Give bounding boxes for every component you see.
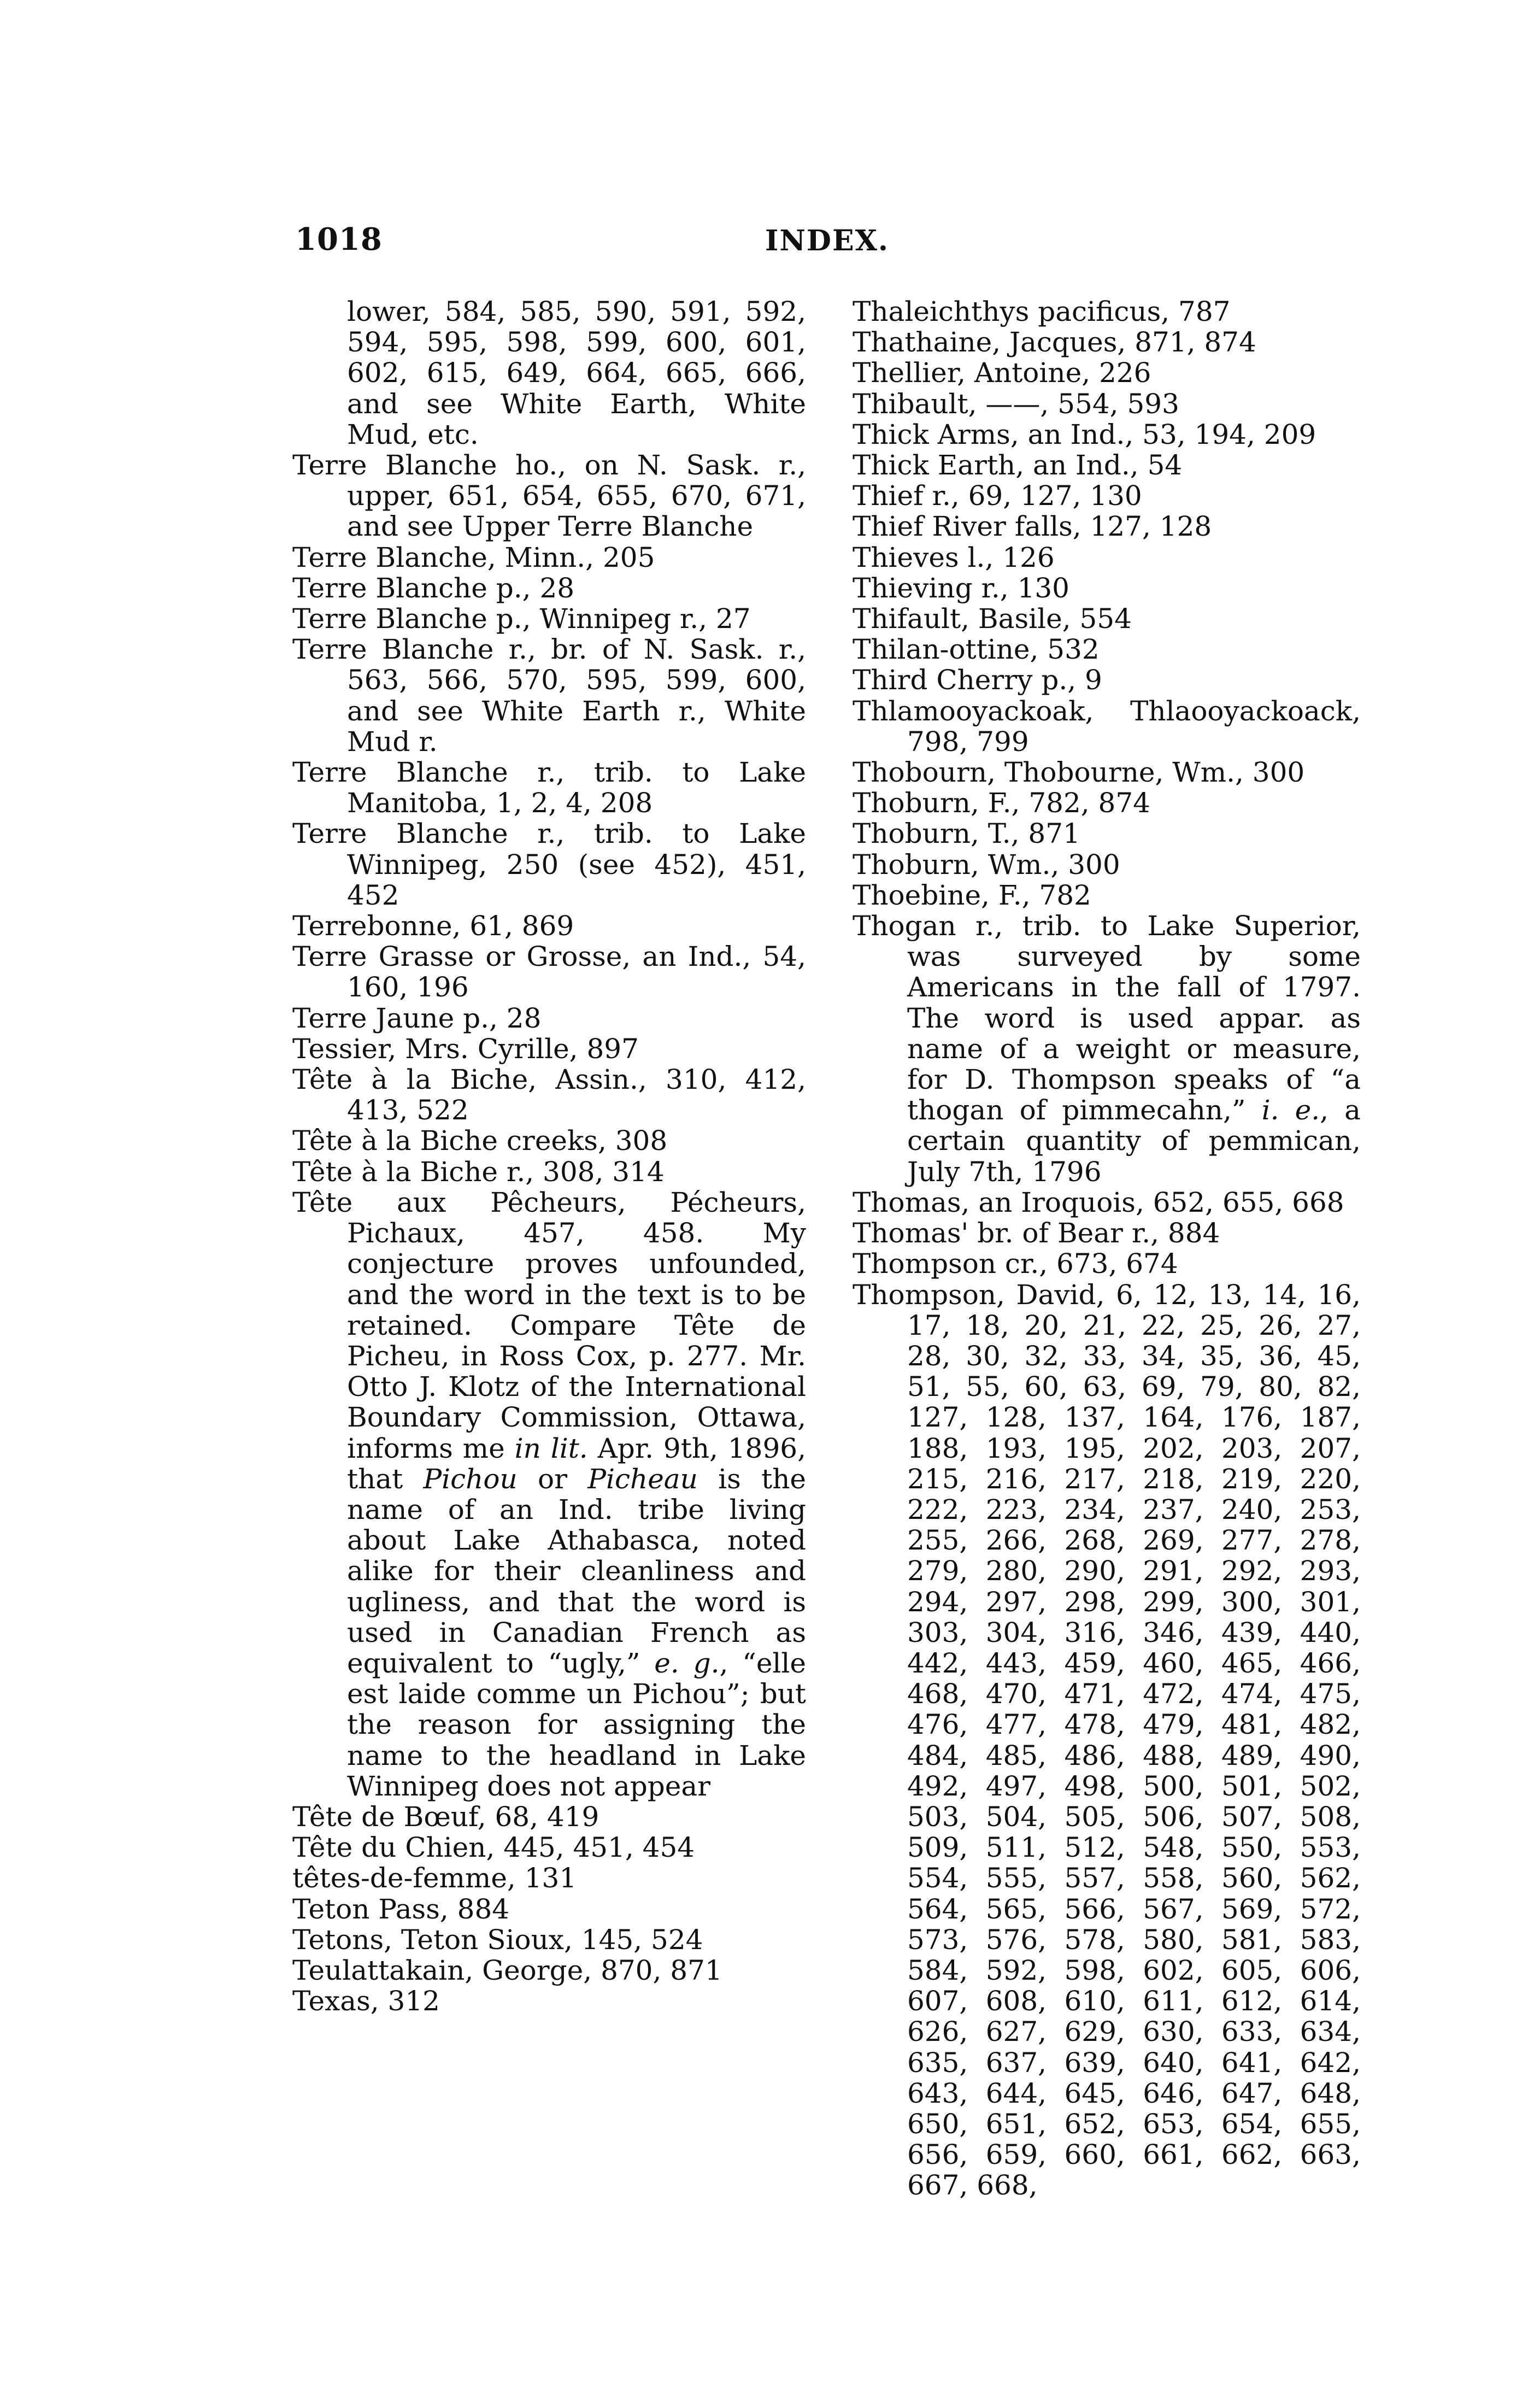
index-entry: Thompson, David, 6, 12, 13, 14, 16, 17, 18, 20, 21, 22, 25, 26, 27, 28, 30, 32, 33, 34, 35, 36, 45, 51, 55, 60, 63, 69, 79, 80, 82, 127, 128, 137, 164, 176, 187, 188, 193, 195, 202, 203, 207, 215, 216, 217, 218, 219, 220, 222, 223, 234, 237, 240, 253, 255, 266, 268, 269, 277, 278, 279, 280, 290, 291, 292, 293, 294, 297, 298, 299, 300, 301, 303, 304, 316, 346, 439, 440, 442, 443, 459, 460, 465, 466, 468, 470, 471, 472, 474, 475, 476, 477, 478, 479, 481, 482, 484, 485, 486, 488, 489, 490, 492, 497, 498, 500, 501, 502, 503, 504, 505, 506, 507, 508, 509, 511, 512, 548, 550, 553, 554, 555, 557, 558, 560, 562, 564, 565, 566, 567, 569, 572, 573, 576, 578, 580, 581, 583, 584, 592, 598, 602, 605, 606, 607, 608, 610, 611, 612, 614, 626, 627, 629, 630, 633, 634, 635, 637, 639, 640, 641, 642, 643, 644, 645, 646, 647, 648, 650, 651, 652, 653, 654, 655, 656, 659, 660, 661, 662, 663, 667, 668, — [853, 1278, 1361, 2202]
index-entry: Thief r., 69, 127, 130 — [853, 480, 1142, 512]
index-entry: Tetons, Teton Sioux, 145, 524 — [292, 1923, 703, 1956]
index-entry: Tête à la Biche creeks, 308 — [292, 1125, 668, 1157]
index-entry: Terre Grasse or Grosse, an Ind., 54, 160, 196 — [292, 941, 806, 1004]
index-entry: Tête à la Biche, Assin., 310, 412, 413, 522 — [292, 1064, 806, 1126]
entry-text: is the name of an Ind. tribe living about Lake Athabasca, noted alike for their cleanliness and ugliness, and that the word is used in Canadian French as equivalent to “ugly,” — [347, 1463, 807, 1679]
index-entry: Teulattakain, George, 870, 871 — [292, 1954, 722, 1986]
index-entry: têtes-de-femme, 131 — [292, 1862, 577, 1894]
index-entry: Thief River falls, 127, 128 — [853, 510, 1212, 543]
index-entry: Thick Arms, an Ind., 53, 194, 209 — [853, 418, 1316, 450]
index-entry: Thieves l., 126 — [853, 541, 1055, 573]
index-entry: Tête à la Biche r., 308, 314 — [292, 1155, 665, 1188]
index-entry: Terre Blanche r., br. of N. Sask. r., 563, 566, 570, 595, 599, 600, and see White Earth r., White Mud r. — [292, 633, 806, 758]
index-entry: Thoburn, F., 782, 874 — [853, 787, 1150, 819]
index-entry: Third Cherry p., 9 — [853, 664, 1102, 696]
entry-text: Thogan r., trib. to Lake Superior, was surveyed by some Americans in the fall of 1797. The word is used appar. as name of a weight or measure, for D. Thompson speaks of “a thogan of pimmecahn,” — [853, 910, 1361, 1126]
italic-fragment: i. e. — [1261, 1094, 1320, 1126]
index-entry: Thoburn, T., 871 — [853, 818, 1080, 850]
index-entry: Thieving r., 130 — [853, 572, 1069, 604]
index-entry: Thifault, Basile, 554 — [853, 603, 1132, 635]
index-entry: Terre Jaune p., 28 — [292, 1002, 542, 1034]
index-entry: Thick Earth, an Ind., 54 — [853, 449, 1183, 482]
index-entry: Tête de Bœuf, 68, 419 — [292, 1800, 599, 1833]
index-entry: Thellier, Antoine, 226 — [853, 357, 1151, 389]
index-entry: Tête du Chien, 445, 451, 454 — [292, 1832, 695, 1864]
index-entry: Thoebine, F., 782 — [853, 879, 1091, 911]
index-entry: Terre Blanche, Minn., 205 — [292, 541, 655, 573]
index-entry: Terrebonne, 61, 869 — [292, 910, 574, 942]
index-entry: Tessier, Mrs. Cyrille, 897 — [292, 1032, 639, 1065]
page-number: 1018 — [295, 221, 383, 257]
italic-fragment: e. g. — [654, 1647, 720, 1679]
index-entry: Thoburn, Wm., 300 — [853, 848, 1120, 881]
index-entry: Teton Pass, 884 — [292, 1893, 510, 1925]
italic-fragment: Picheau — [587, 1463, 698, 1495]
entry-text: Tête aux Pêcheurs, Pécheurs, Pichaux, 457, 458. My conjecture proves unfounded, and the word in the text is to be retained. Compare Tête de Picheu, in Ross Cox, p. 277. Mr. Otto J. Klotz of the International Boundary Commission, Ottawa, informs me — [292, 1186, 806, 1464]
index-entry: Terre Blanche r., trib. to Lake Winnipeg, 250 (see 452), 451, 452 — [292, 818, 806, 911]
index-entry — [292, 1187, 806, 1802]
index-entry: Thlamooyackoak, Thlaooyackoack, 798, 799 — [853, 695, 1361, 758]
index-entry: Thomas' br. of Bear r., 884 — [853, 1217, 1220, 1249]
index-entry: Thompson cr., 673, 674 — [853, 1248, 1178, 1280]
index-entry: Thilan-ottine, 532 — [853, 633, 1100, 666]
index-entry: Thathaine, Jacques, 871, 874 — [853, 326, 1256, 359]
index-entry: Thibault, ——, 554, 593 — [853, 388, 1179, 420]
index-entry: Terre Blanche ho., on N. Sask. r., upper, 651, 654, 655, 670, 671, and see Upper Terre Blanche — [292, 449, 806, 543]
entry-text: Apr. 9th, 1896, that — [347, 1432, 806, 1495]
index-entry — [853, 911, 1361, 1187]
index-entry: Terre Blanche p., Winnipeg r., 27 — [292, 603, 751, 635]
italic-fragment: in lit. — [514, 1432, 588, 1464]
index-entry: Texas, 312 — [292, 1985, 440, 2017]
entry-text: or — [517, 1463, 588, 1495]
index-entry: Terre Blanche p., 28 — [292, 572, 575, 604]
italic-fragment: Pichou — [423, 1463, 518, 1495]
entry-text: , a certain quantity of pemmican, July 7th, 1796 — [907, 1094, 1361, 1188]
index-entry: Thomas, an Iroquois, 652, 655, 668 — [853, 1186, 1344, 1218]
index-entry: lower, 584, 585, 590, 591, 592, 594, 595, 598, 599, 600, 601, 602, 615, 649, 664, 665, 666, and see White Earth, White Mud, etc. — [347, 296, 806, 450]
index-entry: Thobourn, Thobourne, Wm., 300 — [853, 756, 1305, 789]
index-entry: Terre Blanche r., trib. to Lake Manitoba, 1, 2, 4, 208 — [292, 756, 806, 819]
right-index-column — [853, 296, 1361, 2201]
index-entry: Thaleichthys pacificus, 787 — [853, 296, 1231, 327]
entry-text: , “elle est laide comme un Pichou”; but the reason for assigning the name to the headland in Lake Winnipeg does not appear — [347, 1647, 806, 1802]
running-head: INDEX. — [765, 224, 890, 257]
left-index-column — [292, 296, 806, 2016]
